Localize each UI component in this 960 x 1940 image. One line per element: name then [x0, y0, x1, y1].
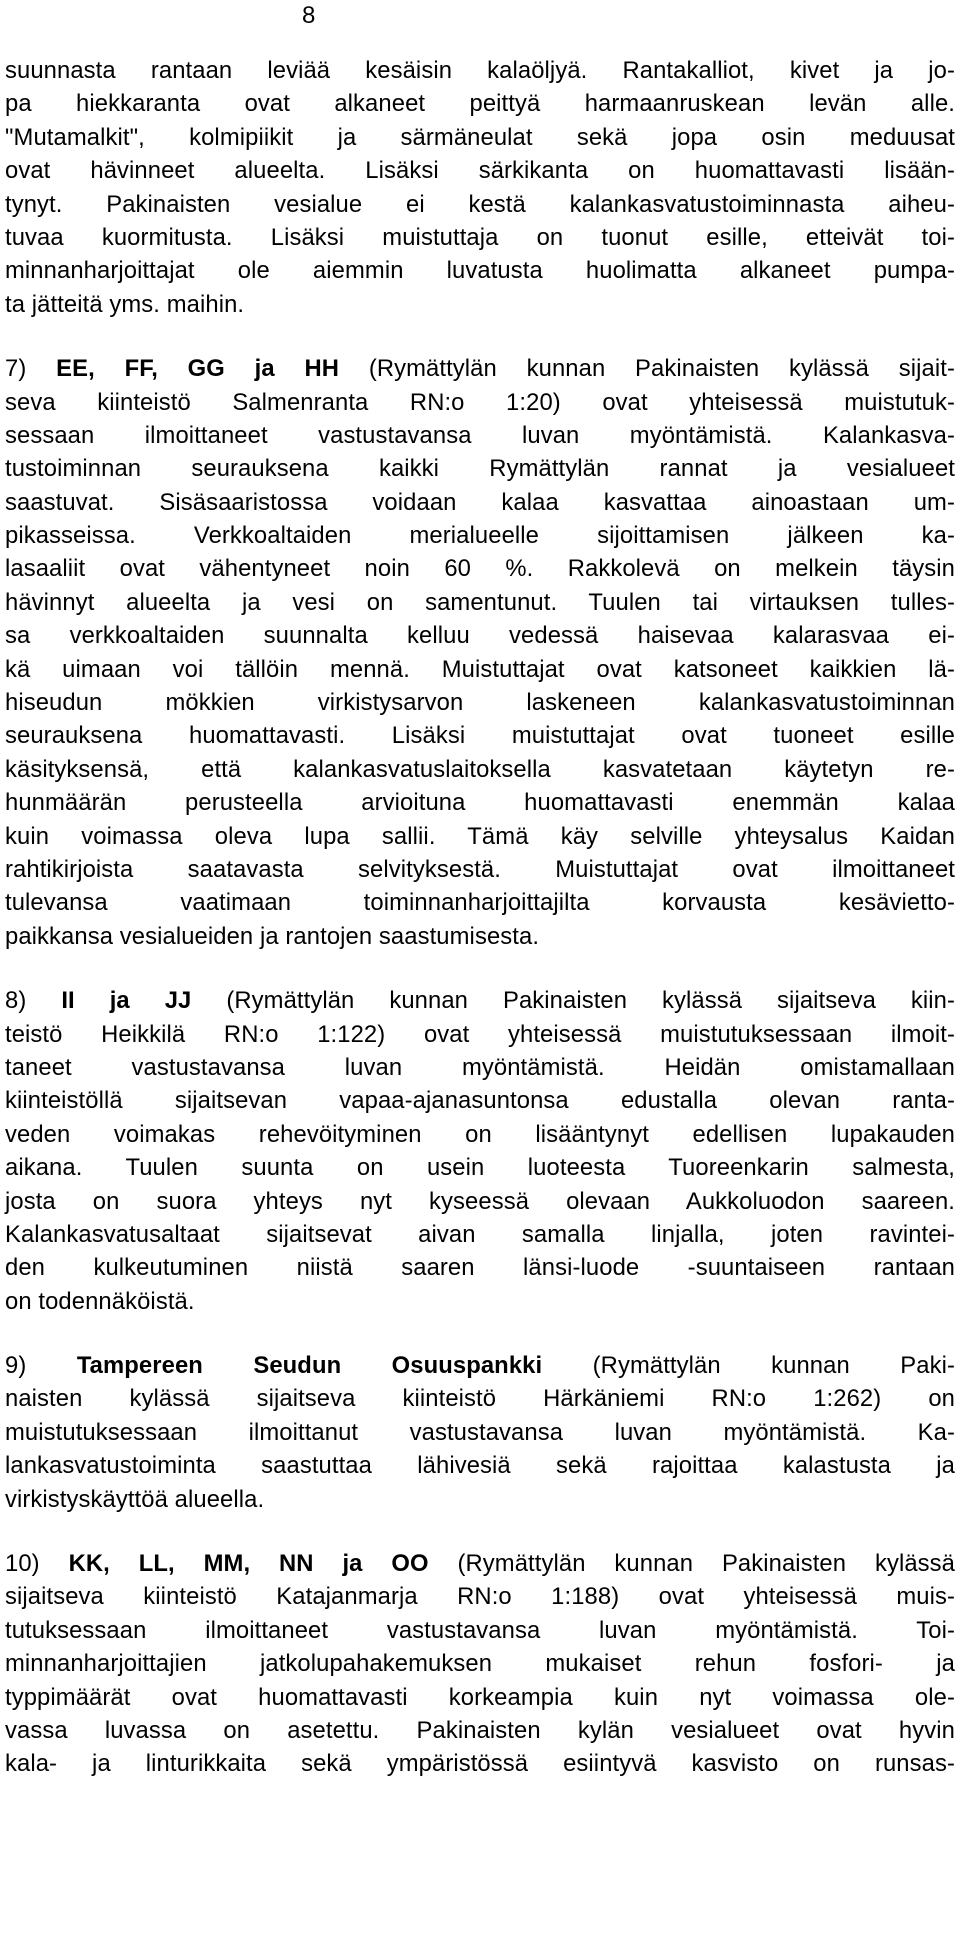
- text-segment: 9): [5, 1352, 77, 1380]
- text-segment: tutuksessaan ilmoittaneet vastustavansa luvan myöntämistä. Toi-: [5, 1616, 955, 1644]
- text-segment: virkistyskäyttöä alueella.: [5, 1485, 265, 1513]
- text-segment: paikkansa vesialueiden ja rantojen saastumisesta.: [5, 922, 540, 950]
- text-segment: pikasseissa. Verkkoaltaiden merialueelle sijoittamisen jälkeen ka-: [5, 522, 955, 550]
- text-segment: tuvaa kuormitusta. Lisäksi muistuttaja on tuonut esille, etteivät toi-: [5, 223, 955, 251]
- text-line: [5, 1018, 955, 1051]
- text-line: [5, 254, 955, 287]
- document-body: [5, 54, 955, 1781]
- text-line: [5, 1151, 955, 1184]
- text-segment: pa hiekkaranta ovat alkaneet peittyä harmaanruskean levän alle.: [5, 90, 955, 118]
- text-line: [5, 719, 955, 752]
- text-segment: ta jätteitä yms. maihin.: [5, 290, 245, 318]
- text-segment: suunnasta rantaan leviää kesäisin kalaöljyä. Rantakalliot, kivet ja jo-: [5, 57, 955, 84]
- text-line: [5, 1251, 955, 1284]
- text-segment: taneet vastustavansa luvan myöntämistä. Heidän omistamallaan: [5, 1053, 955, 1081]
- text-segment: 10): [5, 1550, 69, 1578]
- paragraph-gap: [5, 321, 955, 352]
- text-segment: tulevansa vaatimaan toiminnanharjoittajilta korvausta kesävietto-: [5, 889, 955, 917]
- text-segment: kuin voimassa oleva lupa sallii. Tämä käy selville yhteysalus Kaidan: [5, 822, 955, 850]
- text-segment: seva kiinteistö Salmenranta RN:o 1:20) ovat yhteisessä muistutuk-: [5, 388, 955, 416]
- text-segment: rahtikirjoista saatavasta selvityksestä. Muistuttajat ovat ilmoittaneet: [5, 855, 955, 883]
- text-line: [5, 121, 955, 154]
- text-segment: seurauksena huomattavasti. Lisäksi muistuttajat ovat tuoneet esille: [5, 722, 955, 750]
- text-segment: naisten kylässä sijaitseva kiinteistö Härkäniemi RN:o 1:262) on: [5, 1385, 955, 1413]
- text-line: [5, 586, 955, 619]
- text-line: [5, 820, 955, 853]
- text-segment: 8): [5, 987, 62, 1015]
- text-segment: saastuvat. Sisäsaaristossa voidaan kalaa kasvattaa ainoastaan um-: [5, 488, 955, 516]
- text-segment: typpimäärät ovat huomattavasti korkeampia kuin nyt voimassa ole-: [5, 1683, 955, 1711]
- text-line: [5, 1647, 955, 1680]
- text-line: [5, 221, 955, 254]
- page-number: 8: [302, 2, 316, 29]
- text-line: [5, 984, 955, 1017]
- text-segment: hiseudun mökkien virkistysarvon laskeneen kalankasvatustoiminnan: [5, 689, 955, 717]
- bold-name: KK, LL, MM, NN ja OO: [68, 1550, 429, 1578]
- text-line: [5, 853, 955, 886]
- text-line: [5, 619, 955, 652]
- text-segment: vassa luvassa on asetettu. Pakinaisten kylän vesialueet ovat hyvin: [5, 1716, 955, 1744]
- text-line: [5, 1051, 955, 1084]
- text-segment: (Rymättylän kunnan Pakinaisten kylässä sijait-: [339, 355, 956, 383]
- text-line: [5, 452, 955, 485]
- text-line: [5, 1118, 955, 1151]
- text-line: [5, 1547, 955, 1580]
- bold-name: II ja JJ: [61, 987, 192, 1015]
- text-line: [5, 288, 955, 321]
- text-line: [5, 386, 955, 419]
- text-line: [5, 1449, 955, 1482]
- paragraph-gap: [5, 1318, 955, 1349]
- bold-name: Tampereen Seudun Osuuspankki: [76, 1352, 543, 1380]
- text-segment: kala- ja linturikkaita sekä ympäristössä esiintyvä kasvisto on runsas-: [5, 1750, 955, 1778]
- text-segment: den kulkeutuminen niistä saaren länsi-luode -suuntaiseen rantaan: [5, 1254, 955, 1282]
- text-line: [5, 1218, 955, 1251]
- text-line: [5, 1416, 955, 1449]
- text-segment: (Rymättylän kunnan Pakinaisten kylässä: [428, 1550, 955, 1578]
- text-segment: tynyt. Pakinaisten vesialue ei kestä kalankasvatustoiminnasta aiheu-: [5, 190, 955, 218]
- text-line: [5, 686, 955, 719]
- text-segment: käsityksensä, että kalankasvatuslaitoksella kasvatetaan käytetyn re-: [5, 755, 955, 783]
- text-line: [5, 1185, 955, 1218]
- text-segment: hävinnyt alueelta ja vesi on samentunut. Tuulen tai virtauksen tulles-: [5, 588, 955, 616]
- text-segment: kä uimaan voi tällöin mennä. Muistuttajat ovat katsoneet kaikkien lä-: [5, 655, 955, 683]
- text-line: [5, 786, 955, 819]
- text-line: [5, 1614, 955, 1647]
- text-segment: (Rymättylän kunnan Pakinaisten kylässä sijaitseva kiin-: [191, 987, 956, 1015]
- text-segment: minnanharjoittajat ole aiemmin luvatusta huolimatta alkaneet pumpa-: [5, 257, 955, 285]
- text-segment: "Mutamalkit", kolmipiikit ja särmäneulat sekä jopa osin meduusat: [5, 123, 955, 151]
- text-line: [5, 1681, 955, 1714]
- text-segment: minnanharjoittajien jatkolupahakemuksen mukaiset rehun fosfori- ja: [5, 1650, 955, 1678]
- paragraph-3: [5, 984, 955, 1318]
- text-segment: josta on suora yhteys nyt kyseessä olevaan Aukkoluodon saareen.: [5, 1187, 955, 1215]
- text-line: [5, 1483, 955, 1516]
- text-segment: Kalankasvatusaltaat sijaitsevat aivan samalla linjalla, joten ravintei-: [5, 1220, 955, 1248]
- text-segment: ovat hävinneet alueelta. Lisäksi särkikanta on huomattavasti lisään-: [5, 157, 955, 185]
- text-line: [5, 154, 955, 187]
- text-line: [5, 552, 955, 585]
- text-line: [5, 1714, 955, 1747]
- text-line: [5, 920, 955, 953]
- text-line: [5, 352, 955, 385]
- text-line: [5, 486, 955, 519]
- text-line: [5, 519, 955, 552]
- text-line: [5, 54, 955, 87]
- text-segment: (Rymättylän kunnan Paki-: [542, 1352, 955, 1380]
- text-line: [5, 1349, 955, 1382]
- text-line: [5, 1285, 955, 1318]
- paragraph-5: [5, 1547, 955, 1781]
- text-segment: teistö Heikkilä RN:o 1:122) ovat yhteisessä muistutuksessaan ilmoit-: [5, 1020, 955, 1048]
- text-line: [5, 1382, 955, 1415]
- text-line: [5, 419, 955, 452]
- text-line: [5, 87, 955, 120]
- text-segment: veden voimakas rehevöityminen on lisääntynyt edellisen lupakauden: [5, 1120, 955, 1148]
- text-segment: lasaaliit ovat vähentyneet noin 60 %. Rakkolevä on melkein täysin: [5, 555, 955, 583]
- paragraph-gap: [5, 953, 955, 984]
- text-segment: sa verkkoaltaiden suunnalta kelluu vedessä haisevaa kalarasvaa ei-: [5, 622, 955, 650]
- text-line: [5, 188, 955, 221]
- text-segment: on todennäköistä.: [5, 1287, 195, 1315]
- text-segment: aikana. Tuulen suunta on usein luoteesta Tuoreenkarin salmesta,: [5, 1154, 955, 1182]
- paragraph-1: [5, 54, 955, 321]
- text-segment: tustoiminnan seurauksena kaikki Rymättylän rannat ja vesialueet: [5, 455, 955, 483]
- text-line: [5, 753, 955, 786]
- text-segment: muistutuksessaan ilmoittanut vastustavansa luvan myöntämistä. Ka-: [5, 1418, 955, 1446]
- text-segment: 7): [5, 355, 57, 383]
- paragraph-2: [5, 352, 955, 953]
- text-segment: hunmäärän perusteella arvioituna huomattavasti enemmän kalaa: [5, 789, 955, 817]
- text-segment: sessaan ilmoittaneet vastustavansa luvan myöntämistä. Kalankasva-: [5, 421, 955, 449]
- text-line: [5, 653, 955, 686]
- text-line: [5, 886, 955, 919]
- text-line: [5, 1084, 955, 1117]
- text-segment: kiinteistöllä sijaitsevan vapaa-ajanasuntonsa edustalla olevan ranta-: [5, 1087, 955, 1115]
- paragraph-4: [5, 1349, 955, 1516]
- text-line: [5, 1747, 955, 1780]
- text-line: [5, 1580, 955, 1613]
- paragraph-gap: [5, 1516, 955, 1547]
- bold-name: EE, FF, GG ja HH: [56, 355, 340, 383]
- text-segment: lankasvatustoiminta saastuttaa lähivesiä sekä rajoittaa kalastusta ja: [5, 1452, 955, 1480]
- text-segment: sijaitseva kiinteistö Katajanmarja RN:o 1:188) ovat yhteisessä muis-: [5, 1583, 955, 1611]
